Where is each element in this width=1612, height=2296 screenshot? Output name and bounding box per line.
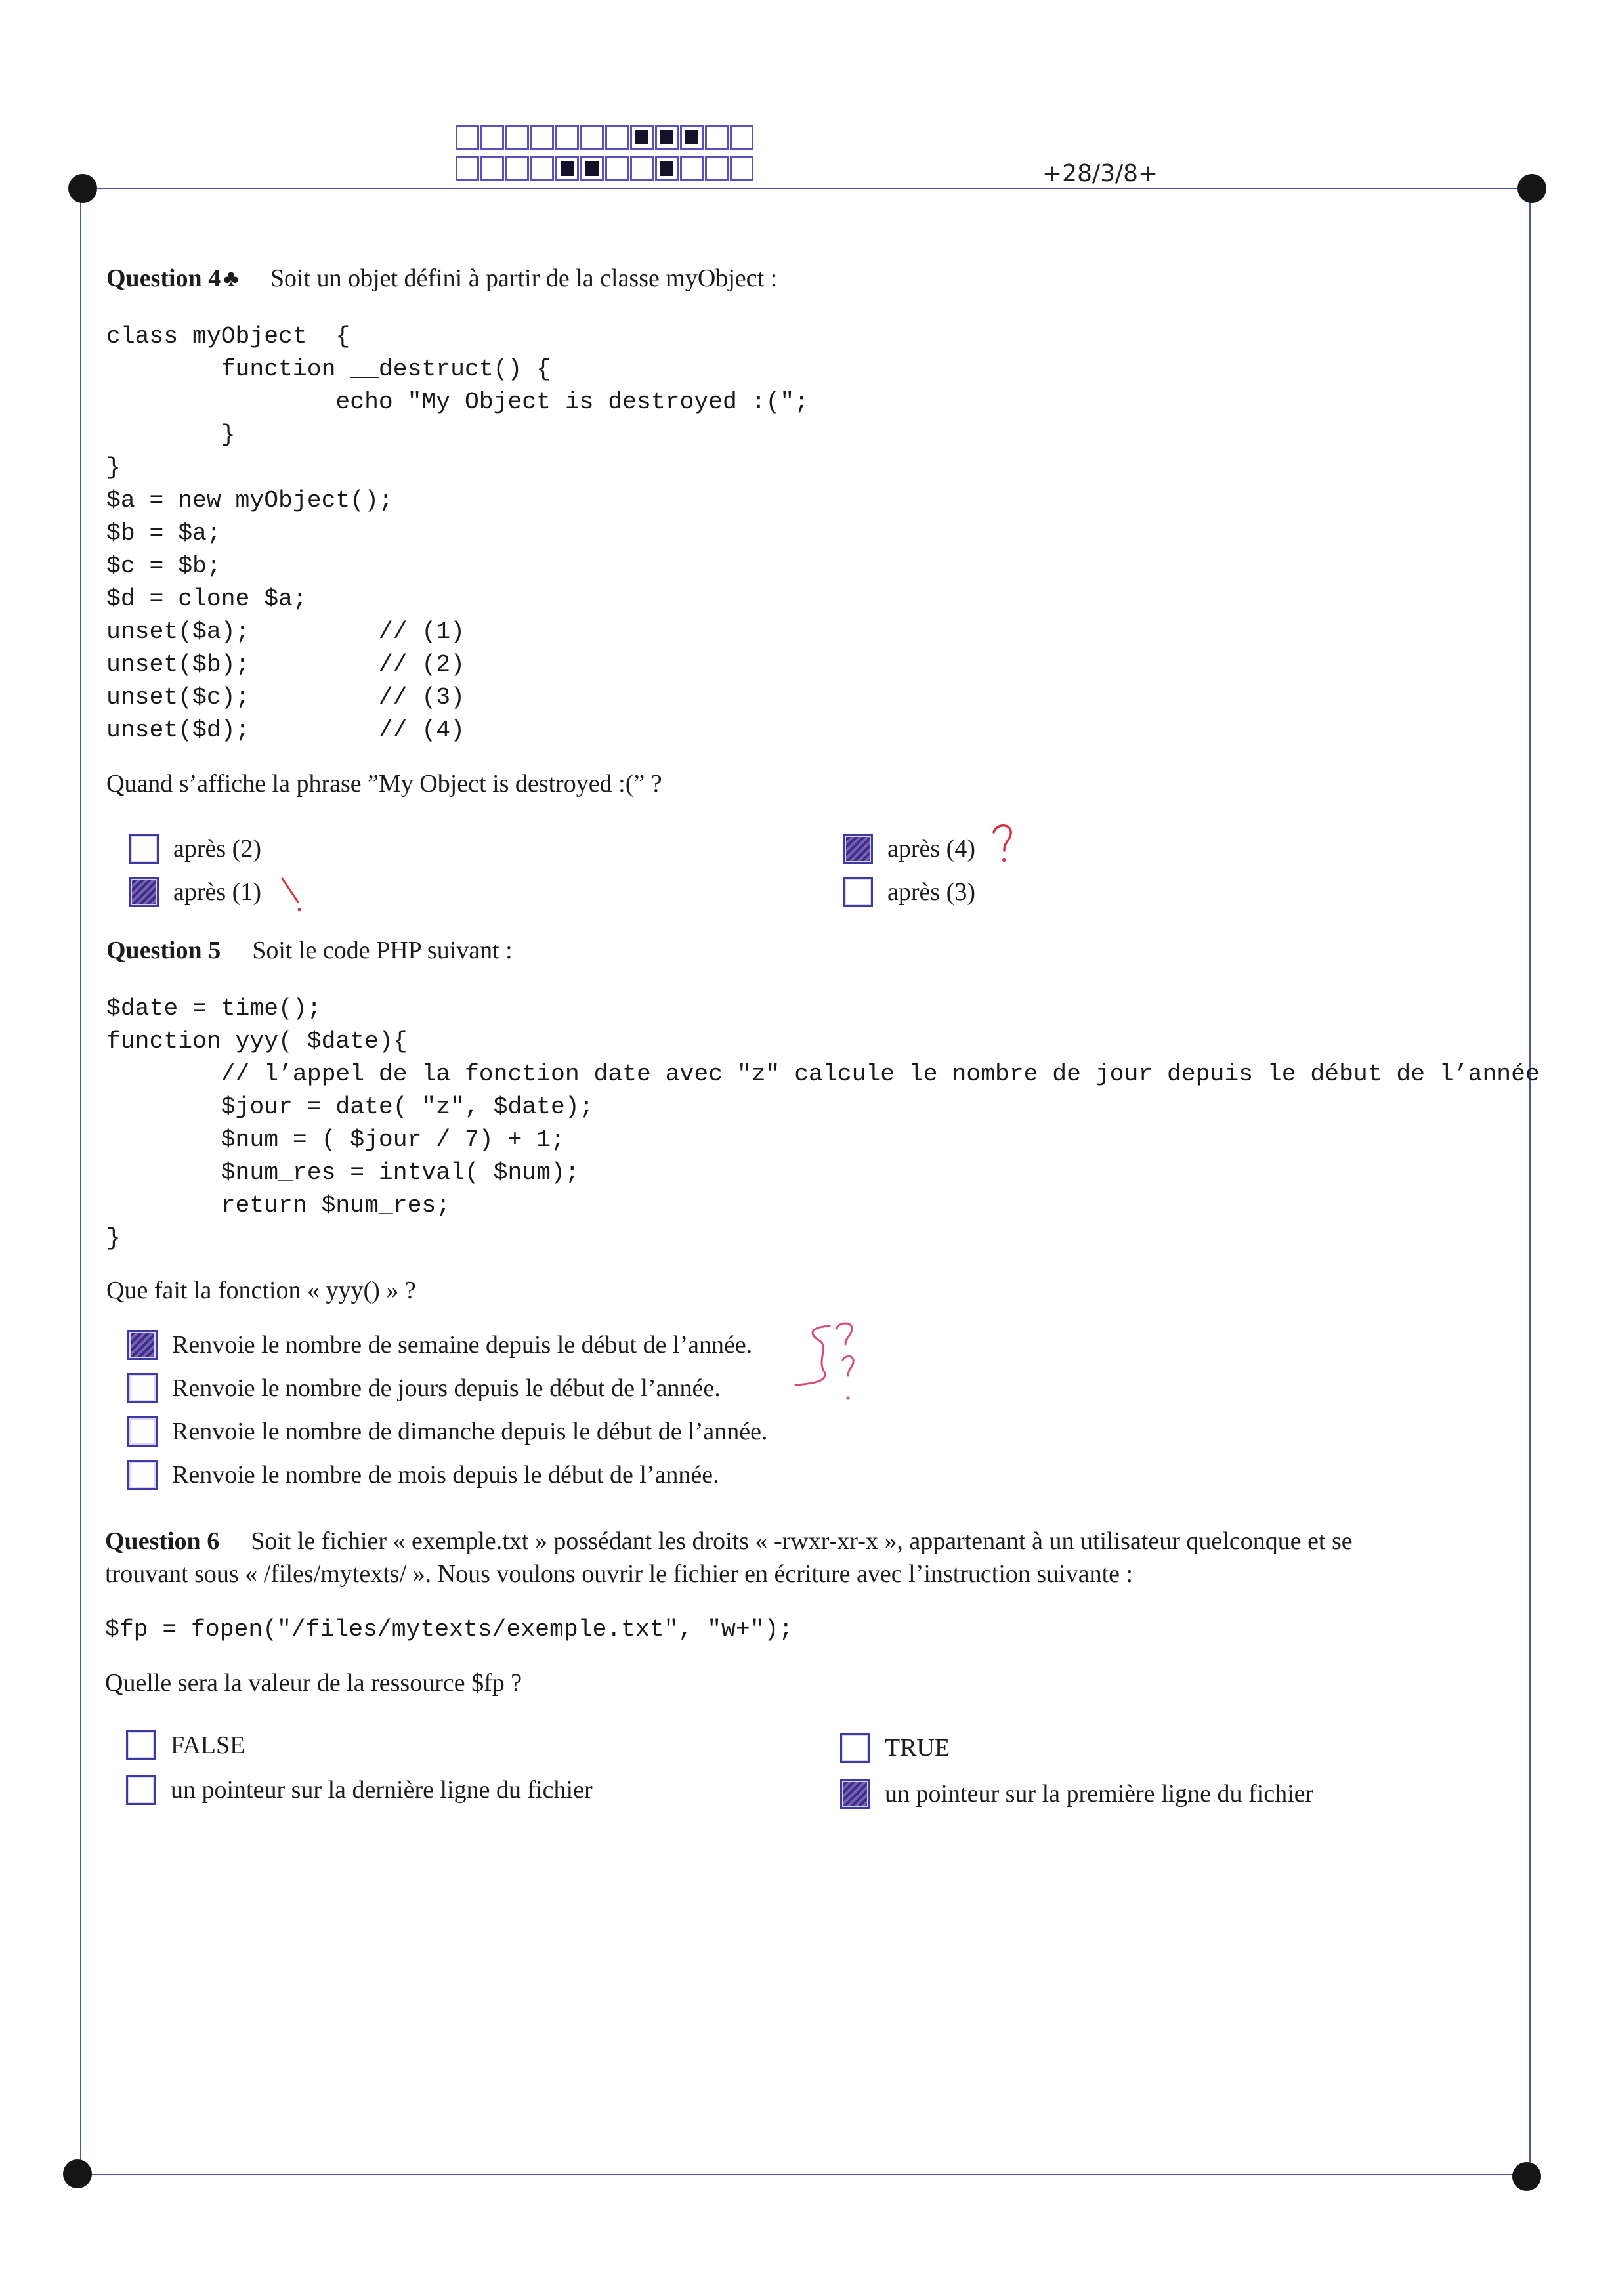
barcode-cell-empty [705, 125, 729, 150]
checkbox[interactable] [843, 877, 873, 907]
barcode-cell-empty [456, 125, 479, 150]
code-line: } [106, 454, 121, 481]
code-line: } [106, 421, 236, 448]
barcode-row [456, 125, 755, 152]
checkbox[interactable] [127, 1373, 158, 1403]
q5-option-semaine[interactable] [127, 1330, 752, 1360]
option-label: Renvoie le nombre de dimanche depuis le début de l’année. [172, 1418, 768, 1445]
code-line: echo "My Object is destroyed :("; [106, 389, 809, 415]
option-label: après (2) [173, 835, 261, 862]
q4-option-apres-4[interactable] [843, 834, 975, 864]
barcode-cell-empty [680, 156, 704, 181]
checkbox-checked[interactable] [127, 1330, 158, 1360]
option-label: après (3) [887, 878, 975, 906]
question-6-text-line2: trouvant sous « /files/mytexts/ ». Nous voulons ouvrir le fichier en écriture avec l’instruction suivante : [105, 1560, 1134, 1588]
barcode-cell-filled [655, 156, 679, 181]
question-5-label: Question 5 [106, 937, 221, 964]
code-line: } [106, 1225, 121, 1252]
code-line: unset($b); // (2) [106, 651, 465, 678]
code-line: $b = $a; [106, 520, 221, 547]
sheet-id: +28/3/8+ [1042, 160, 1158, 187]
question-5-code [106, 992, 1540, 1255]
q5-option-jours[interactable] [127, 1373, 721, 1403]
code-line: function yyy( $date){ [106, 1028, 408, 1055]
q6-option-false[interactable] [126, 1730, 245, 1760]
option-label: Renvoie le nombre de mois depuis le début de l’année. [172, 1461, 719, 1489]
barcode-row [456, 156, 755, 184]
checkbox-checked[interactable] [840, 1779, 870, 1809]
q4-option-apres-3[interactable] [843, 877, 975, 907]
code-line: return $num_res; [106, 1192, 451, 1219]
corner-mark-bottom-left [63, 2159, 92, 2188]
barcode-cell-filled [680, 125, 704, 150]
corner-mark-top-left [68, 174, 97, 203]
option-label: Renvoie le nombre de semaine depuis le début de l’année. [172, 1331, 753, 1359]
barcode-cell-empty [730, 125, 753, 150]
code-line: $c = $b; [106, 553, 221, 580]
option-label: un pointeur sur la première ligne du fichier [885, 1780, 1314, 1808]
checkbox[interactable] [840, 1733, 870, 1763]
code-line: function __destruct() { [106, 356, 551, 383]
question-6-code: $fp = fopen("/files/mytexts/exemple.txt", "w+"); [105, 1616, 794, 1643]
barcode-cell-empty [605, 125, 629, 150]
question-6-prompt: Quelle sera la valeur de la ressource $fp ? [105, 1669, 522, 1697]
question-6-title [105, 1527, 1353, 1556]
q5-option-dimanche[interactable] [127, 1416, 767, 1447]
q6-option-derniere-ligne[interactable] [126, 1775, 593, 1805]
checkbox[interactable] [129, 834, 159, 864]
barcode-cell-empty [705, 156, 729, 181]
code-line: $date = time(); [106, 995, 322, 1022]
code-line: $jour = date( "z", $date); [106, 1094, 594, 1120]
code-line: unset($d); // (4) [106, 717, 465, 744]
question-6-text-line1: Soit le fichier « exemple.txt » possédant les droits « -rwxr-xr-x », appartenant à un utilisateur quelconque et se [251, 1527, 1353, 1555]
barcode-cell-empty [480, 156, 504, 181]
corner-mark-top-right [1517, 174, 1546, 203]
corner-mark-bottom-right [1512, 2162, 1541, 2191]
checkbox[interactable] [126, 1775, 156, 1805]
code-line: unset($c); // (3) [106, 684, 465, 711]
barcode-cell-empty [555, 125, 579, 150]
code-line: class myObject { [106, 323, 350, 350]
code-line: unset($a); // (1) [106, 618, 465, 645]
barcode-cell-filled [655, 125, 679, 150]
barcode-cell-empty [505, 156, 529, 181]
question-5-prompt: Que fait la fonction « yyy() » ? [106, 1277, 416, 1304]
option-label: un pointeur sur la dernière ligne du fichier [171, 1776, 593, 1804]
q6-option-premiere-ligne[interactable] [840, 1779, 1313, 1809]
checkbox[interactable] [127, 1460, 158, 1490]
option-label: après (1) [173, 878, 261, 906]
handwritten-bracket-mark [790, 1321, 869, 1406]
question-4-text: Soit un objet défini à partir de la classe myObject : [270, 265, 778, 292]
question-5-text: Soit le code PHP suivant : [252, 937, 513, 964]
option-label: Renvoie le nombre de jours depuis le début de l’année. [172, 1374, 721, 1402]
checkbox[interactable] [126, 1730, 156, 1760]
option-label: FALSE [171, 1732, 245, 1759]
barcode-cell-empty [630, 156, 654, 181]
barcode-cell-filled [580, 156, 604, 181]
q5-option-mois[interactable] [127, 1460, 719, 1490]
code-line: $num = ( $jour / 7) + 1; [106, 1126, 565, 1153]
checkbox[interactable] [127, 1416, 158, 1447]
option-label: TRUE [885, 1734, 950, 1762]
handwritten-tick-mark [278, 876, 305, 914]
q6-option-true[interactable] [840, 1733, 950, 1763]
question-6-label: Question 6 [105, 1527, 220, 1555]
barcode-cell-empty [580, 125, 604, 150]
barcode-cell-filled [630, 125, 654, 150]
q4-option-apres-2[interactable] [129, 834, 261, 864]
barcode-cell-empty [480, 125, 504, 150]
checkbox-checked[interactable] [129, 877, 159, 907]
barcode-cell-empty [456, 156, 479, 181]
option-label: après (4) [887, 835, 975, 862]
handwritten-question-mark [990, 822, 1019, 868]
code-line: $num_res = intval( $num); [106, 1159, 580, 1186]
question-4-prompt: Quand s’affiche la phrase ”My Object is destroyed :(” ? [106, 770, 662, 797]
question-4-code [106, 320, 809, 747]
barcode-cell-empty [505, 125, 529, 150]
barcode-cell-empty [605, 156, 629, 181]
checkbox-checked[interactable] [843, 834, 873, 864]
barcode-cell-empty [530, 125, 554, 150]
barcode-cell-filled [555, 156, 579, 181]
code-line: // l’appel de la fonction date avec "z" calcule le nombre de jour depuis le début de l’année [106, 1061, 1540, 1088]
barcode-cell-empty [530, 156, 554, 181]
question-5-title [106, 936, 513, 965]
code-line: $a = new myObject(); [106, 487, 393, 514]
barcode-cell-empty [730, 156, 753, 181]
question-4-title [106, 264, 777, 293]
code-line: $d = clone $a; [106, 585, 307, 612]
q4-option-apres-1[interactable] [129, 877, 261, 907]
club-icon: ♣ [223, 265, 239, 291]
question-4-label: Question 4 [106, 265, 221, 292]
